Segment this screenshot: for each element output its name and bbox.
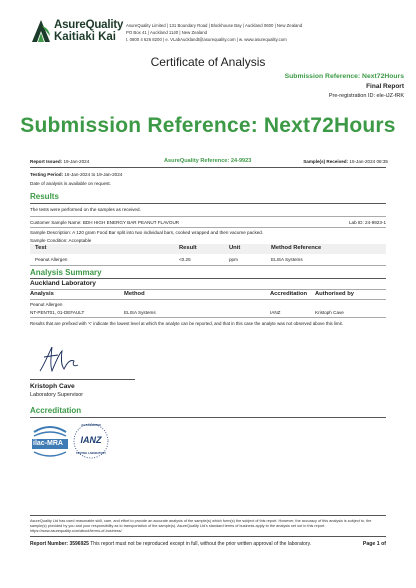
address-line: PO Box 41 | Auckland 1140 | New Zealand	[126, 30, 207, 35]
submission-reference: Submission Reference: Next72Hours	[284, 73, 404, 80]
submission-heading: Submission Reference: Next72Hours	[20, 114, 396, 137]
divider	[30, 536, 386, 537]
logo-text-primary: AsureQuality	[54, 19, 124, 31]
results-table-header	[30, 244, 386, 254]
column-header-analysis: Analysis	[30, 291, 54, 297]
reference-value: 24-9923	[230, 158, 252, 164]
divider	[30, 227, 386, 228]
divider	[30, 278, 386, 279]
cell-result: <0.25	[179, 257, 191, 262]
ilac-mra-text: ilac-MRA	[33, 440, 63, 447]
testing-value: 16-Jan-2024 to 19-Jan-2024	[64, 172, 123, 177]
report-issued-value: 19-Jan-2024	[63, 159, 90, 164]
report-number	[30, 541, 350, 547]
analysis-code: NT-PENT01, 01-DEFAULT	[30, 310, 85, 315]
date-note: Date of analysis is available on request.	[30, 181, 111, 186]
signatory-role: Laboratory Supervisor	[30, 392, 84, 398]
table-row	[30, 255, 386, 264]
divider	[30, 203, 386, 204]
customer-sample-name: Customer Sample Name: BDH HIGH ENERGY BAR PEANUT FLAVOUR	[30, 220, 180, 225]
address-line: t. 0800 4 626 8200 | e. VLabAucklandt@asurequality.com | w. www.asurequality.com	[126, 37, 287, 42]
column-header-test: Test	[35, 245, 47, 251]
signature-image	[34, 343, 84, 375]
column-header-authorised: Authorised by	[315, 291, 354, 297]
ianz-logo	[72, 420, 110, 462]
cell-unit: ppm	[229, 257, 238, 262]
ilac-mra-logo	[30, 422, 70, 460]
ianz-arc-bottom: TESTING LABORATORY	[76, 452, 106, 455]
divider	[30, 289, 386, 290]
testing-label: Testing Period:	[30, 172, 64, 177]
page-number: Page 1 of	[362, 541, 386, 547]
company-logo	[30, 18, 124, 44]
divider	[30, 417, 386, 418]
divider	[30, 216, 386, 217]
analysis-summary-heading: Analysis Summary	[30, 268, 102, 277]
sample-description: Sample Description: A 120 gram Food Bar split into two individual bars, cooked wrapped and then vacume packed.	[30, 230, 264, 235]
divider	[30, 515, 386, 516]
company-address	[126, 22, 396, 43]
analysis-authorised-by: Kristoph Cave	[315, 310, 344, 315]
testing-period	[30, 172, 122, 177]
results-heading: Results	[30, 192, 59, 201]
ianz-text: IANZ	[80, 435, 102, 445]
divider	[30, 299, 386, 300]
footer-disclaimer: AsureQuality Ltd has used reasonable skill, care, and effort to provide an accurate analysis of the sample(s) which form(s) the subject of this report. However, the accuracy of this analysis is subject to, the sample(s) provided by you and your responsibility as to transportation of the sample(s). AsureQuality Ltd's standard terms of business apply to the analysis set out in this report https://www.asurequality.com/about/terms-of-business/	[30, 519, 372, 533]
received-label: Sample(s) Received:	[303, 159, 349, 164]
divider	[30, 167, 386, 168]
report-issued	[30, 159, 89, 164]
divider	[30, 317, 386, 318]
lab-id: Lab ID: 24-9923-1	[348, 220, 386, 225]
column-header-method: Method Reference	[271, 245, 322, 251]
address-line: AsureQuality Limited | 131 Boundary Road | Blockhouse Bay | Auckland 0600 | New Zealand	[126, 23, 303, 28]
report-number-label: Report Number: 3596925	[30, 541, 89, 547]
accreditation-heading: Accreditation	[30, 406, 82, 415]
column-header-accreditation: Accreditation	[270, 291, 308, 297]
divider	[30, 265, 386, 266]
cell-test: Peanut Allergen	[35, 257, 68, 262]
report-status: Final Report	[366, 83, 404, 90]
pre-registration-id: Pre-registration ID: ele-iJZ-fRK	[328, 93, 404, 99]
analysis-method: ELISA Systems	[124, 310, 156, 315]
signatory-name: Kristoph Cave	[30, 383, 75, 390]
asurequality-reference	[164, 158, 251, 164]
report-issued-label: Report Issued:	[30, 159, 63, 164]
results-intro: The tests were performed on the samples as received.	[30, 207, 141, 212]
sample-condition: Sample Condition: Acceptable	[30, 238, 92, 243]
ianz-arc-top: ACCREDITED	[81, 423, 101, 427]
results-note: Results that are prefixed with '<' indicate the lowest level at which the analyte can be reported, and that in this case the analyte was not observed above this limit.	[30, 321, 343, 326]
analysis-name: Peanut Allergen	[30, 302, 63, 307]
samples-received	[303, 159, 388, 164]
column-header-result: Result	[179, 245, 197, 251]
document-title: Certificate of Analysis	[150, 55, 266, 69]
received-value: 15-Jan-2024 08:35	[349, 159, 388, 164]
analysis-accreditation: IANZ	[270, 310, 281, 315]
logo-text-secondary: Kaitiaki Kai	[54, 31, 116, 43]
asurequality-logo-icon	[30, 18, 52, 44]
column-header-unit: Unit	[229, 245, 241, 251]
report-number-text: This report must not be reproduced except in full, without the prior written approval of the laboratory.	[90, 541, 312, 547]
column-header-method: Method	[124, 291, 145, 297]
cell-method: ELISA Systems	[271, 257, 303, 262]
reference-label: AsureQuality Reference:	[164, 158, 230, 164]
signature-line	[30, 379, 135, 380]
laboratory-name: Auckland Laboratory	[30, 280, 96, 287]
